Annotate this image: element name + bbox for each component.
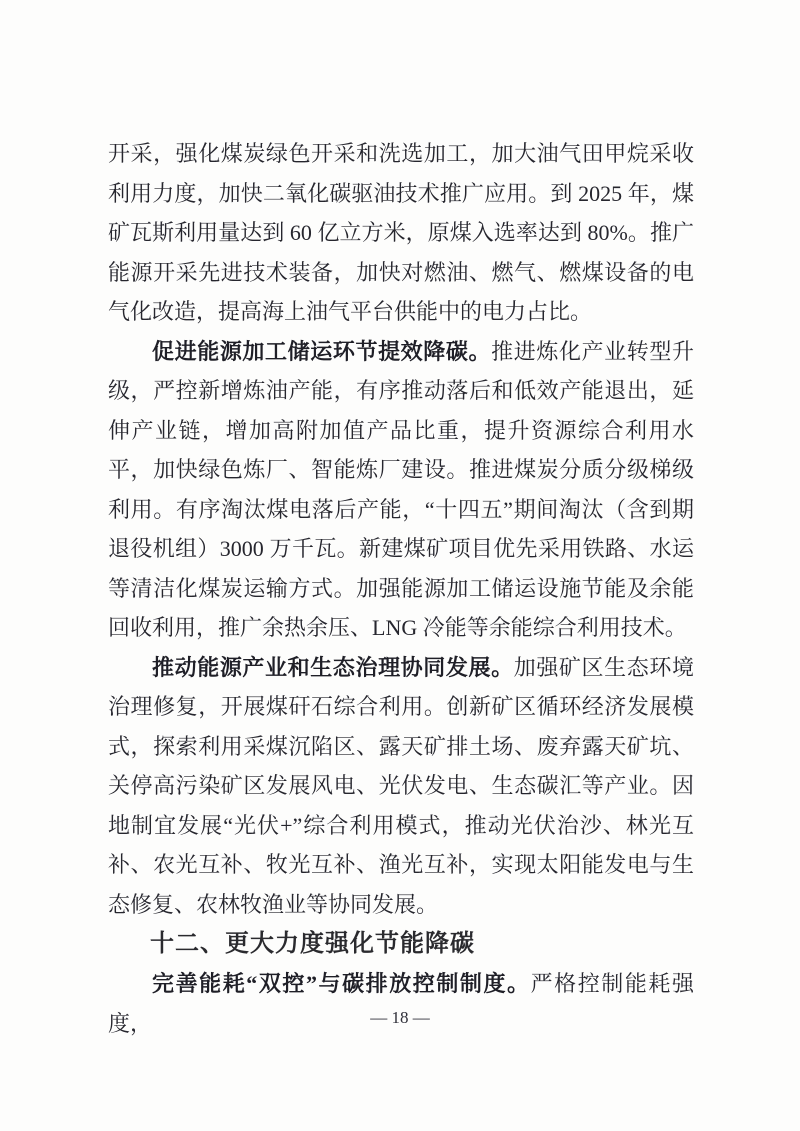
paragraph-text: 开采，强化煤炭绿色开采和洗选加工，加大油气田甲烷采收利用力度，加快二氧化碳驱油技术推广应用。到 2025 年，煤矿瓦斯利用量达到 60 亿立方米，原煤入选率达到 80%。推广能源开采先进技术装备，加快对燃油、燃气、燃煤设备的电气化改造，提高海上油气平台供能中的电力占比。 (108, 141, 694, 324)
paragraph-lead-sentence: 完善能耗“双控”与碳排放控制制度。 (152, 971, 531, 996)
paragraph-text: 推进炼化产业转型升级，严控新增炼油产能，有序推动落后和低效产能退出，延伸产业链，增加高附加值产品比重，提升资源综合利用水平，加快绿色炼厂、智能炼厂建设。推进煤炭分质分级梯级利用。有序淘汰煤电落后产能，“十四五”期间淘汰（含到期退役机组）3000 万千瓦。新建煤矿项目优先采用铁路、水运等清洁化煤炭运输方式。加强能源加工储运设施节能及余能回收利用，推广余热余压、LNG 冷能等余能综合利用技术。 (108, 338, 694, 640)
paragraph-lead-sentence: 促进能源加工储运环节提效降碳。 (152, 338, 492, 364)
body-paragraph (108, 648, 694, 925)
page-content (108, 134, 694, 1043)
body-paragraph (108, 332, 694, 648)
paragraph-text: 加强矿区生态环境治理修复，开展煤矸石综合利用。创新矿区循环经济发展模式，探索利用采煤沉陷区、露天矿排土场、废弃露天矿坑、关停高污染矿区发展风电、光伏发电、生态碳汇等产业。因地制宜发展“光伏+”综合利用模式，推动光伏治沙、林光互补、农光互补、牧光互补、渔光互补，实现太阳能发电与生态修复、农林牧渔业等协同发展。 (108, 654, 694, 917)
section-heading: 十二、更大力度强化节能降碳 (150, 930, 475, 957)
page-number: — 18 — (370, 1008, 430, 1027)
body-paragraph-continuation (108, 134, 694, 332)
paragraph-lead-sentence: 推动能源产业和生态治理协同发展。 (152, 654, 514, 680)
paragraph-text: 严格控制能耗强度， (108, 971, 694, 1036)
